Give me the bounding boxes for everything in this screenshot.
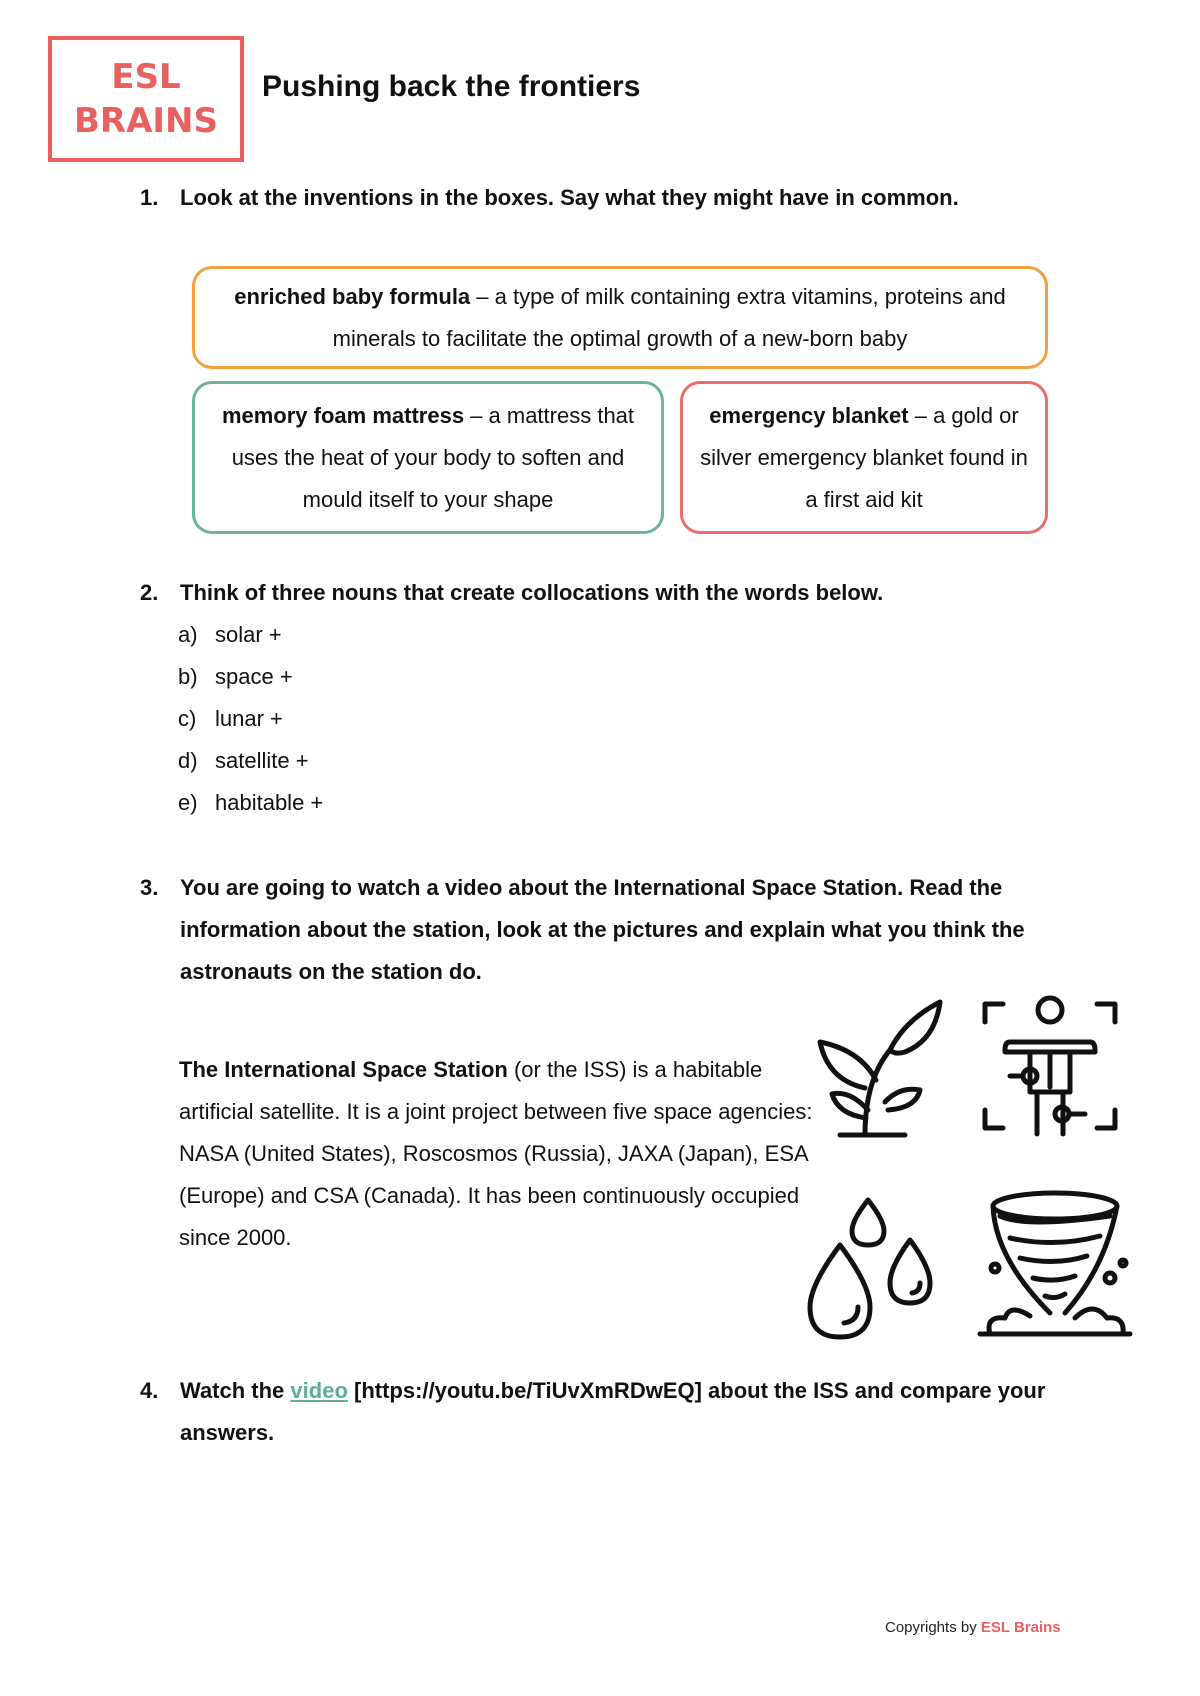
question-number: 4. <box>140 1378 159 1403</box>
item-letter: e) <box>178 790 198 815</box>
item-word: satellite + <box>215 748 309 773</box>
question-text-end: [https://youtu.be/TiUvXmRDwEQ] about the ISS and compare your answers. <box>180 1378 1046 1445</box>
list-item <box>178 698 323 740</box>
human-body-scan-icon <box>975 992 1125 1140</box>
page-title: Pushing back the frontiers <box>262 70 641 103</box>
question-text: Think of three nouns that create collocations with the words below. <box>180 580 884 605</box>
question-number: 1. <box>140 185 159 210</box>
water-drops-icon <box>800 1195 940 1345</box>
invention-box-formula <box>192 266 1048 369</box>
invention-definition: – a gold or silver emergency blanket found in a first aid kit <box>700 402 1028 512</box>
video-link[interactable]: video <box>290 1378 348 1403</box>
invention-term: memory foam mattress <box>221 402 465 428</box>
invention-term: enriched baby formula <box>234 283 471 309</box>
invention-definition: – a type of milk containing extra vitamins, proteins and minerals to facilitate the optimal growth of a new-born baby <box>332 283 1006 351</box>
item-word: space + <box>215 664 293 689</box>
question-text: You are going to watch a video about the International Space Station. Read the information about the station, look at the pictures and explain what you think the astronauts on the station do. <box>180 875 1025 984</box>
item-letter: b) <box>178 664 198 689</box>
question-number: 3. <box>140 875 159 900</box>
copyright-brand: ESL Brains <box>980 1619 1061 1636</box>
question-number: 2. <box>140 580 159 605</box>
collocation-list <box>178 614 323 824</box>
copyright-footer <box>885 1619 1061 1636</box>
invention-term: emergency blanket <box>709 402 909 428</box>
question-text-start: Watch the <box>180 1378 291 1403</box>
invention-box-blanket <box>680 381 1048 534</box>
item-word: habitable + <box>215 790 324 815</box>
iss-info-paragraph <box>179 1049 819 1259</box>
list-item <box>178 614 323 656</box>
item-word: solar + <box>215 622 282 647</box>
list-item <box>178 740 323 782</box>
invention-definition: – a mattress that uses the heat of your body to soften and mould itself to your shape <box>231 402 635 512</box>
invention-box-mattress <box>192 381 664 534</box>
item-letter: d) <box>178 748 198 773</box>
tornado-icon <box>975 1188 1135 1338</box>
item-letter: c) <box>178 706 197 731</box>
question-text: Look at the inventions in the boxes. Say what they might have in common. <box>180 185 959 210</box>
logo-line-1: ESL <box>111 57 181 97</box>
list-item <box>178 656 323 698</box>
question-1 <box>140 177 1070 219</box>
logo-line-2: BRAINS <box>73 101 218 141</box>
question-3 <box>140 867 1070 993</box>
item-word: lunar + <box>215 706 283 731</box>
iss-description: (or the ISS) is a habitable artificial satellite. It is a joint project between five space agencies: NASA (United States), Roscosmos (Russia), JAXA (Japan), ESA (Europe) and CSA (Canada). It has been continuously occupied since 2000. <box>179 1057 813 1250</box>
esl-brains-logo <box>48 36 244 162</box>
list-item <box>178 782 323 824</box>
plant-sprout-icon <box>810 990 950 1140</box>
copyright-text: Copyrights by <box>885 1619 981 1636</box>
iss-name: The International Space Station <box>179 1057 508 1082</box>
question-4 <box>140 1370 1070 1454</box>
question-text <box>180 1370 1070 1454</box>
item-letter: a) <box>178 622 198 647</box>
question-2 <box>140 572 1070 614</box>
